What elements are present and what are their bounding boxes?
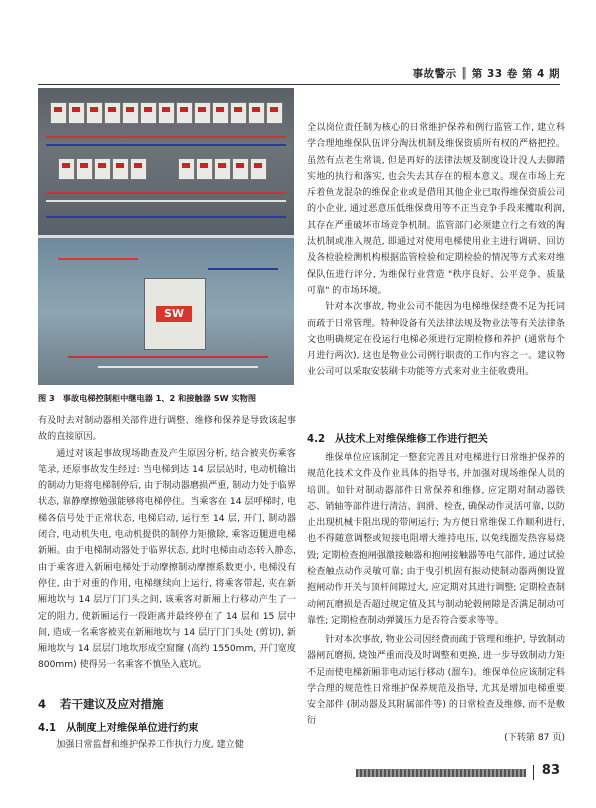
paragraph: 有及时去对制动器相关部件进行调整、维修和保养是导致该起事故的直接原因。 bbox=[38, 416, 296, 443]
figure-caption bbox=[38, 392, 296, 404]
wire bbox=[46, 136, 286, 138]
relay bbox=[58, 158, 75, 180]
relay bbox=[86, 102, 103, 124]
relay bbox=[250, 158, 267, 180]
subsection-heading bbox=[307, 430, 488, 445]
page-footer bbox=[330, 763, 560, 783]
right-column-body bbox=[307, 120, 565, 381]
relay bbox=[248, 102, 265, 124]
left-column-body bbox=[38, 413, 296, 674]
subsection-number: 4.1 bbox=[38, 723, 57, 734]
page-header bbox=[0, 62, 596, 84]
paragraph: 全以岗位责任制为核心的日常维护保养和例行监管工作, 建立科学合理地维保队伍评分淘汰机制及维保资质所有权的严格把控。虽然有点老生常谈, 但是再好的法律法规及制度设计没人去脚踏实地的执行和落实, 也会失去其存在的根本意义。现在市场上充斥着鱼龙混杂的维保企业或是借用其他企业已取得维保资质公司的小企业, 通过恶意压低维保费用等不正当竞争手段来攫取利润, 其存在严重破坏市场竞争机制。监管部门必须建立行之有效的淘汰机制或准入规范, 即通过对使用电梯使用业主进行调研、回访及各检验检测机构根据监管检验和定期检验的情况等方式来对维保队伍进行评分, 为维保行业营造 "秩序良好、公平竞争、质量可靠" 的市场环境。 bbox=[307, 123, 565, 296]
right-column-tail bbox=[307, 632, 565, 746]
caption-label: 图 3 bbox=[38, 393, 55, 403]
footer-separator bbox=[533, 765, 534, 780]
relay bbox=[130, 158, 147, 180]
footer-ornament bbox=[356, 769, 526, 777]
relay bbox=[158, 102, 175, 124]
section-heading bbox=[38, 696, 164, 712]
wire bbox=[46, 144, 286, 146]
paragraph: 通过对该起事故现场勘查及产生原因分析, 结合被夹伤乘客笔录, 还原事故发生经过: 当电梯到达 14 层层站时, 电动机输出的制动力矩将电梯制停后, 由于制动器磨损严重, 制动力处于临界状态, 靠静摩擦勉强能够将电梯停住。当乘客在 14 层呼梯时, 电梯各信号处于正常状态, 电梯启动, 运行至 14 层, 开门, 制动器闭合, 电动机失电, 电动机提供的制停力矩撤除, 乘客迈腿进电梯新厢。由于电梯制动器处于临界状态, 此时电梯由动态转入静态, 由于乘客进入新厢电梯处于动摩擦制动摩擦系数更小, 电梯没有停住, 由于对重的作用, 电梯继续向上运行, 将乘客带起, 夹在新厢地坎与 14 层厅门门头之间, 该乘客对新厢上行移动产生了一定的阻力, 使新厢运行一段距离并最终停在了 14 层和 15 层中间, 造成一名乘客被夹在新厢地坎与 14 层厅门门头处 (剪切), 新厢地坎与 14 层层门地坎形成空窟窿 (高约 1550mm, 开门宽度 800mm) 使得另一名乘客不慎坠入底坑。 bbox=[38, 448, 296, 671]
wire bbox=[46, 192, 286, 194]
wire bbox=[58, 258, 138, 260]
wire bbox=[68, 356, 268, 358]
left-column-tail bbox=[38, 737, 296, 753]
subsection-heading bbox=[38, 719, 199, 734]
relay bbox=[212, 102, 229, 124]
page-number: 83 bbox=[541, 763, 560, 778]
section-title: 若干建议及应对措施 bbox=[60, 697, 164, 711]
paragraph: 维保单位应该制定一整套完善且对电梯进行日常维护保养的规范化技术文件及作业具体的指导书, 并加强对现场维保人员的培训。如针对制动器部件日常保养和维修, 应定期对制动器铁芯、销轴等部件进行清洁、润滑、检查, 确保动作灵活可靠, 以防止出现机械卡阻出现的带闸运行; 为方便日常维保工作顺利进行, 也不得随意调整或短接电阻增大维持电压, 以免线圈发热容易烧毁; 定期检查抱闸强激接触器和抱闸接触器等电气部件, 通过试验检查触点动作灵敏可靠; 由于曳引机固有振动使制动器两侧设置抱闸动作开关与顶杆间隙过大, 应定期对其进行调整; 定期检查制动闸瓦磨损是否超过规定值及其与制动轮毂闸隙是否满足制动可靠性; 定期检查制动弹簧压力是否符合要求等等。 bbox=[307, 453, 565, 626]
contactor-label: SW bbox=[156, 306, 192, 322]
wire bbox=[98, 366, 258, 368]
caption-text: 事故电梯控制柜中继电器 1、2 和接触器 SW 实物图 bbox=[62, 393, 257, 403]
relay bbox=[112, 158, 129, 180]
contactor-photo bbox=[38, 238, 294, 385]
relay bbox=[68, 102, 85, 124]
contactor bbox=[144, 278, 206, 350]
paragraph: 加强日常监督和维护保养工作执行力度, 建立健 bbox=[56, 740, 244, 750]
right-column-section bbox=[307, 450, 565, 629]
continued-note: (下转第 87 页) bbox=[504, 732, 565, 743]
paragraph: 针对本次事故, 物业公司因经费而疏于管理和维护, 导致制动器闸瓦磨损, 烧蚀严重而没及时调整和更换, 进一步导致制动力矩不足而使电梯新厢非电动运行移动 (溜车)。维保单位应该制定科学合理的规范性日常维护保养规范及指导, 尤其是增加电梯重要安全部件 (制动器及其附属部件等) 的日常检查及维修, 而不是敷衍 bbox=[307, 635, 565, 727]
section-number: 4 bbox=[38, 697, 47, 711]
relay bbox=[94, 158, 111, 180]
header-rule bbox=[38, 84, 560, 85]
relay bbox=[176, 102, 193, 124]
relay bbox=[196, 158, 213, 180]
relay bbox=[122, 102, 139, 124]
running-head: 事故警示 ║ 第 33 卷 第 4 期 bbox=[412, 68, 560, 80]
relay bbox=[104, 102, 121, 124]
relay bbox=[266, 102, 283, 124]
relay bbox=[76, 158, 93, 180]
wire bbox=[46, 200, 286, 202]
relay bbox=[194, 102, 211, 124]
paragraph: 针对本次事故, 物业公司不能因为电梯维保经费不足为托词而疏于日常管理。特种设备有关法律法规及物业法等有关法律条文也明确规定在役运行电梯必须进行定期检修和养护 (通常每个月进行两次), 这也是物业公司例行职责的工作内容之一。建议物业公司可以采取安装刷卡功能等方式来对业主征收费用。 bbox=[307, 302, 565, 378]
wire bbox=[46, 216, 286, 218]
relay bbox=[232, 158, 249, 180]
relay-panel-photo bbox=[38, 88, 294, 236]
subsection-title: 从技术上对维保维修工作进行把关 bbox=[335, 434, 488, 445]
subsection-title: 从制度上对维保单位进行约束 bbox=[66, 723, 199, 734]
relay bbox=[140, 102, 157, 124]
relay bbox=[230, 102, 247, 124]
wire bbox=[208, 268, 278, 270]
relay bbox=[50, 102, 67, 124]
relay bbox=[178, 158, 195, 180]
subsection-number: 4.2 bbox=[307, 434, 326, 445]
relay bbox=[214, 158, 231, 180]
figure-photo bbox=[38, 88, 294, 385]
